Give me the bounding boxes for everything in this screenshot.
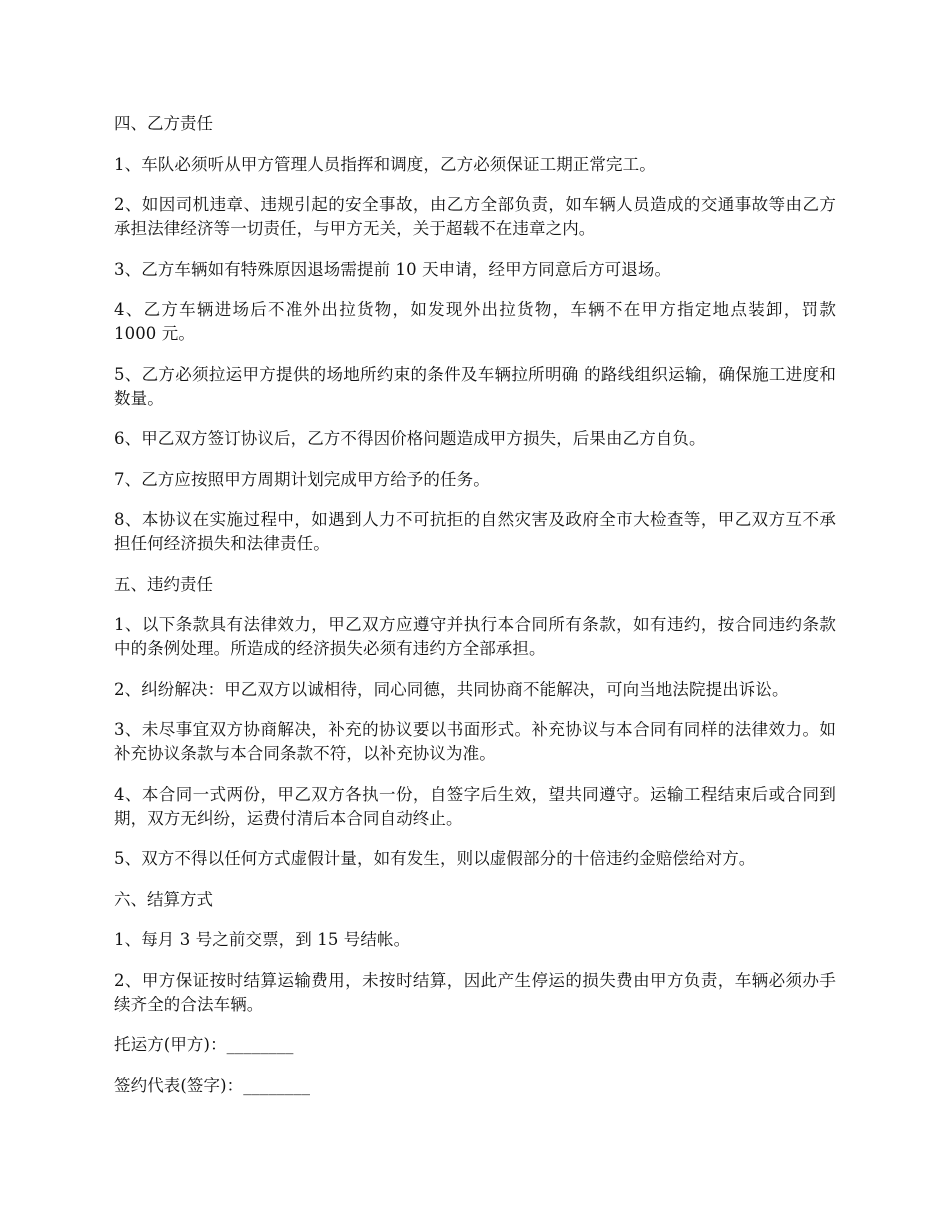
clause-5-3: 3、未尽事宜双方协商解决，补充的协议要以书面形式。补充协议与本合同有同样的法律效力。如补充协议条款与本合同条款不符，以补充协议为准。 [114, 720, 836, 763]
clause-5-2: 2、纠纷解决：甲乙双方以诚相待，同心同德，共同协商不能解决，可向当地法院提出诉讼。 [114, 679, 789, 699]
clause-4-6: 6、甲乙双方签订协议后，乙方不得因价格问题造成甲方损失，后果由乙方自负。 [114, 429, 706, 448]
clause-5-5: 5、双方不得以任何方式虚假计量，如有发生，则以虚假部分的十倍违约金赔偿给对方。 [114, 849, 756, 868]
contract-page [114, 112, 836, 1114]
clause-4-8: 8、本协议在实施过程中，如遇到人力不可抗拒的自然灾害及政府全市大检查等，甲乙双方互不承担任何经济损失和法律责任。 [114, 510, 836, 553]
signature-representative: 签约代表(签字)：________ [114, 1075, 311, 1095]
clause-5-1: 1、以下条款具有法律效力，甲乙双方应遵守并执行本合同所有条款，如有违约，按合同违约条款中的条例处理。所造成的经济损失必须有违约方全部承担。 [114, 615, 836, 658]
section-heading-settlement: 六、结算方式 [114, 889, 213, 909]
clause-5-4: 4、本合同一式两份，甲乙双方各执一份，自签字后生效，望共同遵守。运输工程结束后或合同到期，双方无纠纷，运费付清后本合同自动终止。 [114, 784, 836, 828]
signature-shipper: 托运方(甲方)：________ [114, 1035, 294, 1054]
clause-4-2: 2、如因司机违章、违规引起的安全事故，由乙方全部负责，如车辆人员造成的交通事故等由乙方承担法律经济等一切责任，与甲方无关，关于超载不在违章之内。 [114, 195, 836, 238]
clause-4-4: 4、乙方车辆进场后不准外出拉货物，如发现外出拉货物，车辆不在甲方指定地点装卸，罚款 1000 元。 [114, 300, 836, 343]
clause-6-2: 2、甲方保证按时结算运输费用，未按时结算，因此产生停运的损失费由甲方负责，车辆必须办手续齐全的合法车辆。 [114, 970, 836, 1014]
clause-4-3: 3、乙方车辆如有特殊原因退场需提前 10 天申请，经甲方同意后方可退场。 [114, 259, 672, 279]
section-heading-breach: 五、违约责任 [114, 574, 213, 594]
clause-4-1: 1、车队必须听从甲方管理人员指挥和调度，乙方必须保证工期正常完工。 [114, 154, 656, 174]
clause-4-5: 5、乙方必须拉运甲方提供的场地所约束的条件及车辆拉所明确 的路线组织运输，确保施工进度和数量。 [114, 364, 836, 408]
section-heading-responsibility-b: 四、乙方责任 [114, 114, 213, 133]
clause-6-1: 1、每月 3 号之前交票，到 15 号结帐。 [114, 930, 411, 949]
clause-4-7: 7、乙方应按照甲方周期计划完成甲方给予的任务。 [114, 469, 490, 489]
